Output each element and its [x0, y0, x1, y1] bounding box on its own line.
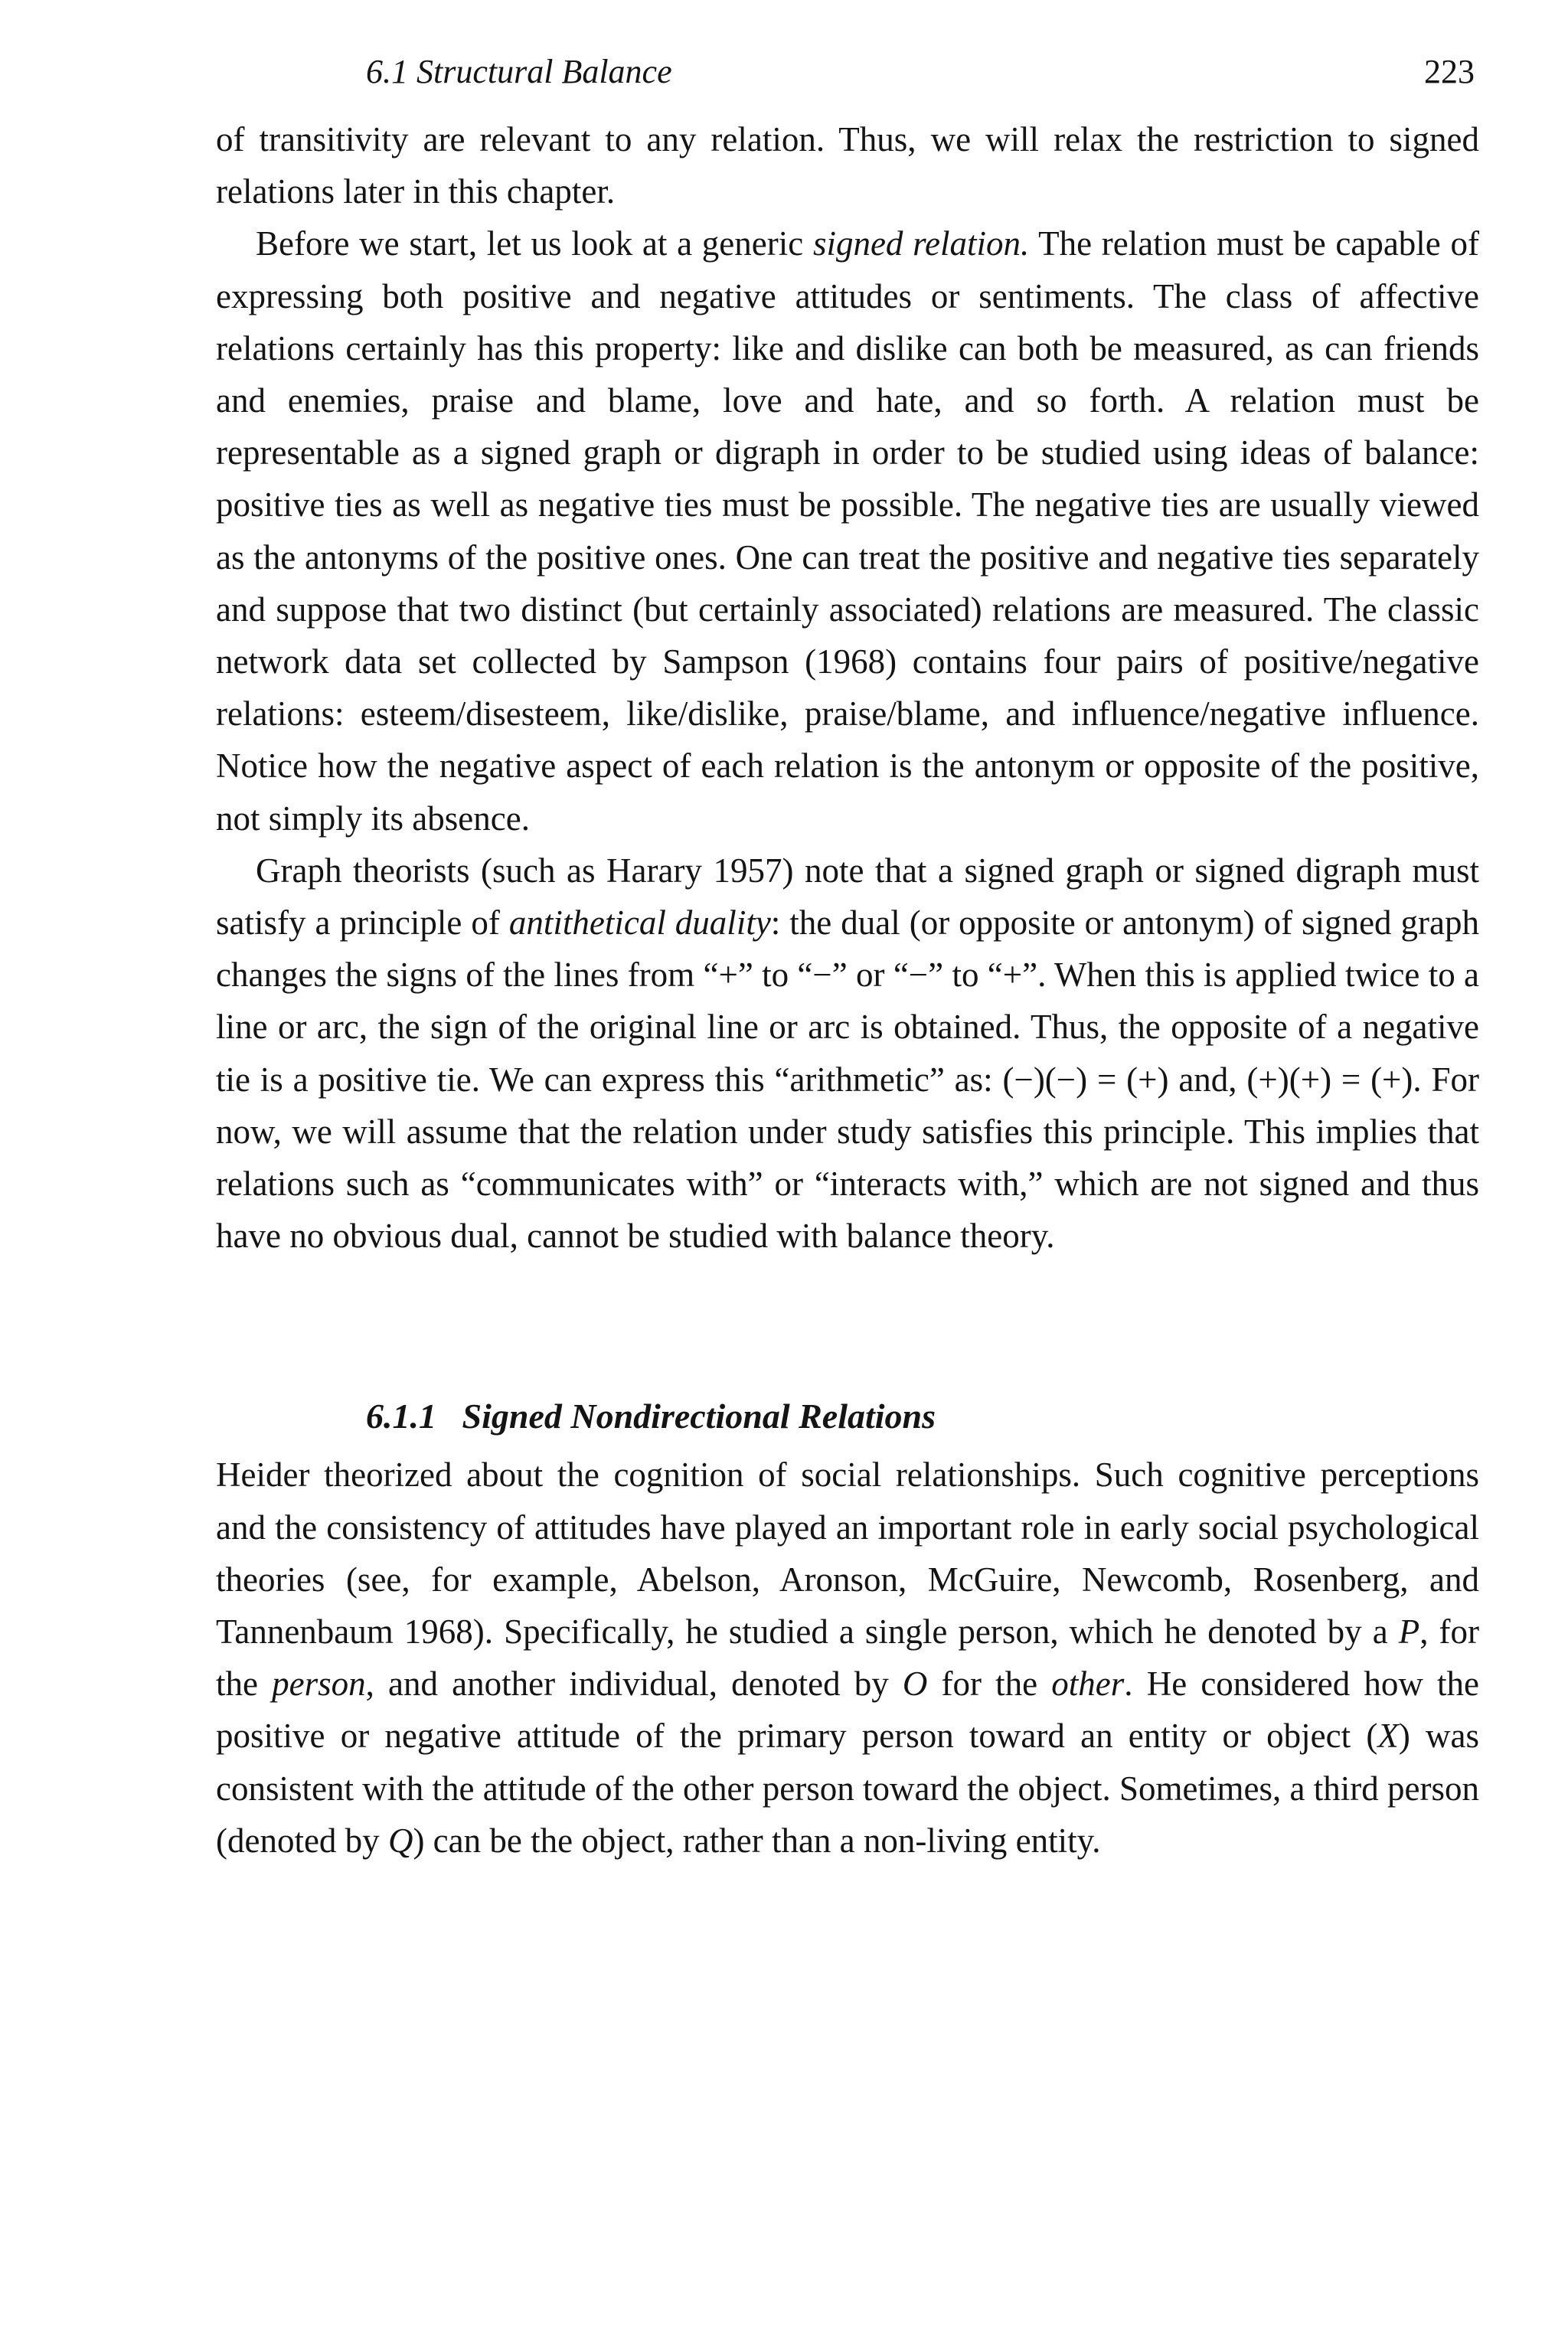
- italic-term: signed relation.: [812, 224, 1030, 263]
- running-head: [216, 47, 1479, 113]
- text-run: , and another individual, denoted by: [365, 1665, 903, 1704]
- text-run: . He considered how the positive or negative attitude of the primary person toward an entity or object (: [216, 1665, 1480, 1756]
- paragraph: [216, 1449, 1479, 1867]
- paragraph: [216, 113, 1479, 217]
- text-run: The relation must be capable of expressing both positive and negative attitudes or sentiments. The class of affective relations certainly has this property: like and dislike can both be measured, as can friends and enemies, praise and blame, love and hate, and so forth. A relation must be representable as a signed graph or digraph in order to be studied using ideas of balance: positive ties as well as negative ties must be possible. The negative ties are usually viewed as the antonyms of the positive ones. One can treat the positive and negative ties separately and suppose that two distinct (but certainly associated) relations are measured. The classic network data set collected by Sampson (1968) contains four pairs of positive/negative relations: esteem/disesteem, like/dislike, praise/blame, and influence/negative influence. Notice how the negative aspect of each relation is the antonym or opposite of the positive, not simply its absence.: [216, 224, 1479, 838]
- text-run: , for the: [216, 1612, 1479, 1704]
- text-run: ) can be the object, rather than a non-living entity.: [413, 1821, 1101, 1860]
- section-number: 6.1.1: [366, 1397, 436, 1436]
- text-run: for the: [927, 1665, 1052, 1704]
- text-run: of transitivity are relevant to any relation. Thus, we will relax the restriction to signed relations later in this chapter.: [216, 120, 1479, 211]
- section-title: Signed Nondirectional Relations: [462, 1397, 936, 1436]
- book-page: [216, 47, 1479, 1867]
- italic-term: other: [1051, 1665, 1125, 1704]
- italic-term: person: [272, 1665, 366, 1704]
- text-run: Before we start, let us look at a generic: [256, 224, 813, 263]
- section-body-text: [216, 1449, 1479, 1867]
- paragraph: [216, 845, 1479, 1263]
- text-run: ) was consistent with the attitude of the other person toward the object. Sometimes, a third person (denoted by: [216, 1717, 1480, 1860]
- body-text: [216, 113, 1479, 1262]
- text-run: Graph theorists (such as Harary 1957) note that a signed graph or signed digraph must satisfy a principle of: [216, 851, 1479, 943]
- running-head-section: 6.1 Structural Balance: [366, 53, 672, 90]
- text-run: Heider theorized about the cognition of social relationships. Such cognitive perceptions and the consistency of attitudes have played an important role in early social psychological theories (see, for example, Abelson, Aronson, McGuire, Newcomb, Rosenberg, and Tannenbaum 1968). Specifically, he studied a single person, which he denoted by a: [216, 1456, 1479, 1652]
- italic-term: Q: [387, 1821, 413, 1860]
- page-number: 223: [1424, 53, 1475, 90]
- italic-term: O: [902, 1665, 928, 1704]
- italic-term: X: [1377, 1717, 1399, 1756]
- section-heading: [216, 1390, 1479, 1442]
- text-run: : the dual (or opposite or antonym) of signed graph changes the signs of the lines from “+” to “−” or “−” to “+”. When this is applied twice to a line or arc, the sign of the original line or arc is obtained. Thus, the opposite of a negative tie is a positive tie. We can express this “arithmetic” as: (−)(−) = (+) and, (+)(+) = (+). For now, we will assume that the relation under study satisfies this principle. This implies that relations such as “communicates with” or “interacts with,” which are not signed and thus have no obvious dual, cannot be studied with balance theory.: [216, 903, 1480, 1256]
- italic-term: P: [1398, 1612, 1420, 1652]
- paragraph: [216, 217, 1479, 844]
- italic-term: antithetical duality: [508, 903, 771, 943]
